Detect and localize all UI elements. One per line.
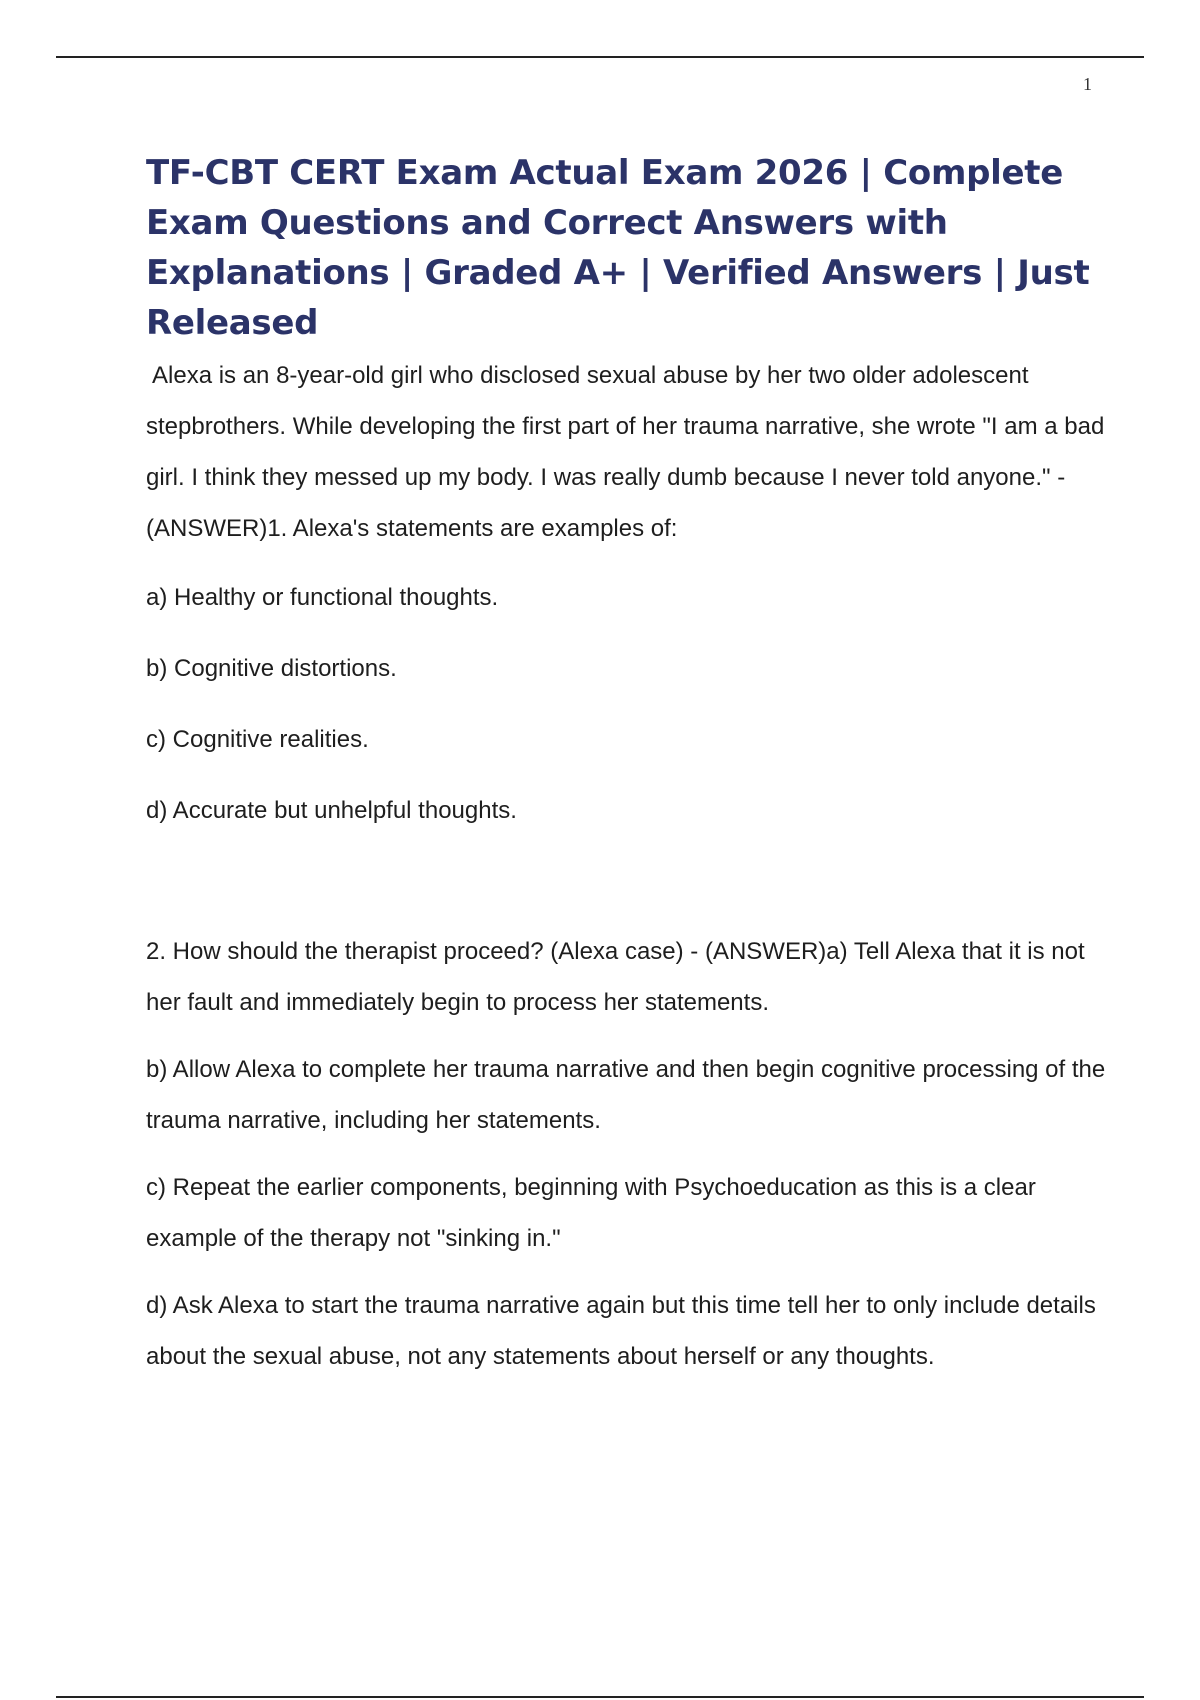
- question-1-prompt-text: Alexa is an 8-year-old girl who disclosed sexual abuse by her two older adolescent stepbrothers. While developing the first part of her trauma narrative, she wrote "I am a bad girl. I think they messed up my body. I was really dumb because I never told anyone." - (ANSWER)1. Alexa's statements are examples of:: [146, 362, 1105, 542]
- question-2-prompt: 2. How should the therapist proceed? (Alexa case) - (ANSWER)a) Tell Alexa that it is not her fault and immediately begin to process her statements.: [146, 938, 1085, 1016]
- question-1-option-d: d) Accurate but unhelpful thoughts.: [146, 797, 517, 824]
- question-2-option-c: c) Repeat the earlier components, beginning with Psychoeducation as this is a clear example of the therapy not "sinking in.": [146, 1174, 1036, 1252]
- document-body: [146, 148, 1106, 1382]
- page-number: 1: [1083, 74, 1092, 94]
- question-2-option-d: d) Ask Alexa to start the trauma narrative again but this time tell her to only include details about the sexual abuse, not any statements about herself or any thoughts.: [146, 1292, 1096, 1370]
- footer-rule: [56, 1696, 1144, 1698]
- document-title: TF-CBT CERT Exam Actual Exam 2026 | Complete Exam Questions and Correct Answers with Explanations | Graded A+ | Verified Answers | Just Released: [146, 153, 1090, 343]
- question-1-prompt: [146, 350, 1106, 554]
- question-1-option-a: a) Healthy or functional thoughts.: [146, 584, 499, 611]
- question-1-option-b: b) Cognitive distortions.: [146, 655, 397, 682]
- header-rule: [56, 56, 1144, 58]
- question-1-option-c: c) Cognitive realities.: [146, 726, 369, 753]
- question-2-option-b: b) Allow Alexa to complete her trauma narrative and then begin cognitive processing of the trauma narrative, including her statements.: [146, 1056, 1106, 1134]
